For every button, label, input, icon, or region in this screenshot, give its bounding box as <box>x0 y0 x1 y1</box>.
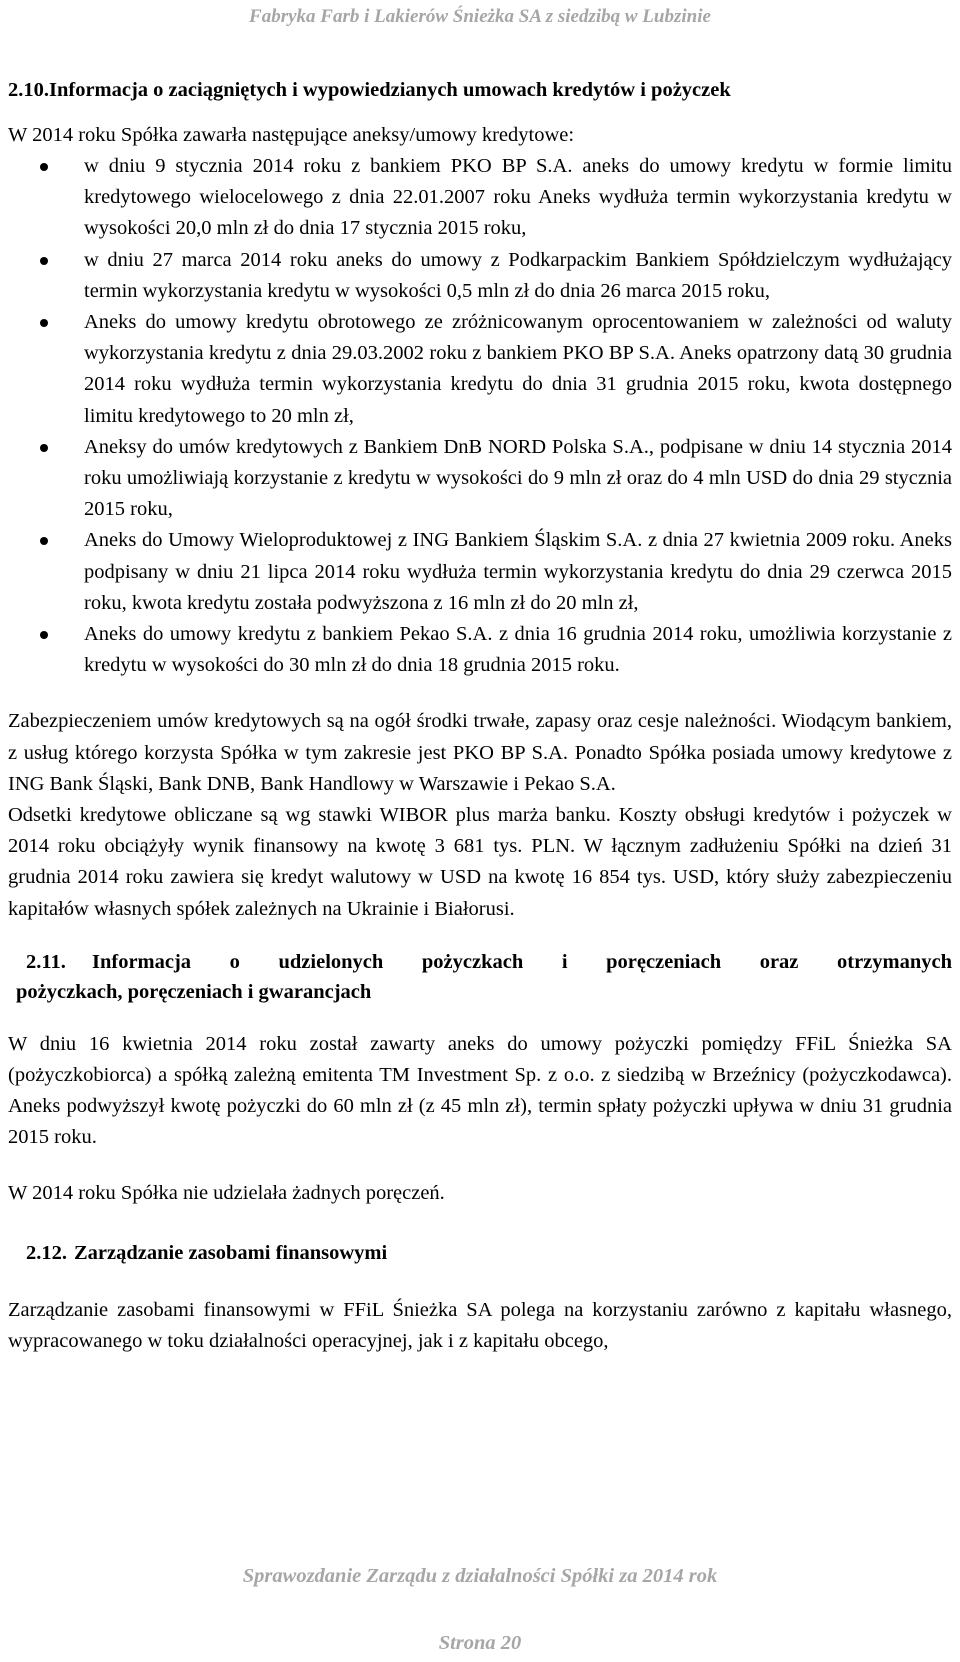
bullet-icon <box>40 319 48 327</box>
bullet-icon <box>40 537 48 545</box>
guarantees-paragraph: W 2014 roku Spółka nie udzielała żadnych poręczeń. <box>8 1181 445 1204</box>
list-item: Aneks do Umowy Wieloproduktowej z ING Bankiem Śląskim S.A. z dnia 27 kwietnia 2009 roku. Aneks podpisany w dniu 21 lipca 2014 roku wydłuża termin wykorzystania kredytu do dnia 29 czerwca 2015 roku, kwota kredytu została podwyższona z 16 mln zł do 20 mln zł, <box>8 525 952 619</box>
list-item: Aneksy do umów kredytowych z Bankiem DnB NORD Polska S.A., podpisane w dniu 14 stycznia 2014 roku umożliwiają korzystanie z kredytu w wysokości do 9 mln zł oraz do 4 mln USD do dnia 29 stycznia 2015 roku, <box>8 432 952 526</box>
list-item: Aneks do umowy kredytu obrotowego ze zróżnicowanym oprocentowaniem w zależności od waluty wykorzystania kredytu z dnia 29.03.2002 roku z bankiem PKO BP S.A. Aneks opatrzony datą 30 grudnia 2014 roku wydłuża termin wykorzystania kredytu do dnia 31 grudnia 2015 roku, kwota dostępnego limitu kredytowego to 20 mln zł, <box>8 307 952 432</box>
interest-paragraph: Odsetki kredytowe obliczane są wg stawki WIBOR plus marża banku. Koszty obsługi kredytów i pożyczek w 2014 roku obciążyły wynik finansowy na kwotę 3 681 tys. PLN. W łącznym zadłużeniu Spółki na dzień 31 grudnia 2014 roku zawiera się kredyt walutowy w USD na kwotę 16 854 tys. USD, który służy zabezpieczeniu kapitałów własnych spółek zależnych na Ukrainie i Białorusi. <box>8 804 952 920</box>
section-2-12-heading <box>8 1241 952 1265</box>
list-item: w dniu 9 stycznia 2014 roku z bankiem PKO BP S.A. aneks do umowy kredytu w formie limitu kredytowego wielocelowego z dnia 22.01.2007 roku Aneks wydłuża termin wykorzystania kredytu w wysokości 20,0 mln zł do dnia 17 stycznia 2015 roku, <box>8 151 952 245</box>
page-content <box>8 78 952 1357</box>
section-2-11-heading <box>8 947 952 977</box>
footer-title: Sprawozdanie Zarządu z działalności Spółki za 2014 rok <box>242 1565 718 1587</box>
bullet-icon <box>40 163 48 171</box>
section-title: Zarządzanie zasobami finansowymi <box>74 1241 388 1264</box>
section-2-10-intro: W 2014 roku Spółka zawarła następujące aneksy/umowy kredytowe: <box>8 124 575 146</box>
section-title: Informacja o udzielonych pożyczkach i poręczeniach oraz otrzymanych <box>92 950 952 973</box>
finance-paragraph: Zarządzanie zasobami finansowymi w FFiL Śnieżka SA polega na korzystaniu zarówno z kapitału własnego, wypracowanego w toku działalności operacyjnej, jak i z kapitału obcego, <box>8 1298 952 1353</box>
section-number: 2.10. <box>8 79 49 101</box>
page-header: Fabryka Farb i Lakierów Śnieżka SA z siedzibą w Lubzinie <box>249 6 711 27</box>
loan-paragraph: W dniu 16 kwietnia 2014 roku został zawarty aneks do umowy pożyczki pomiędzy FFiL Śnieżka SA (pożyczkobiorca) a spółką zależną emitenta TM Investment Sp. z o.o. z siedzibą w Brzeźnicy (pożyczkodawca). Aneks podwyższył kwotę pożyczki do 60 mln zł (z 45 mln zł), termin spłaty pożyczki upływa w dniu 31 grudnia 2015 roku. <box>8 1032 952 1149</box>
bullet-icon <box>40 257 48 265</box>
section-2-10-heading <box>8 78 952 102</box>
bullet-icon <box>40 444 48 452</box>
collateral-paragraph: Zabezpieczeniem umów kredytowych są na ogół środki trwałe, zapasy oraz cesje należności. Wiodącym bankiem, z usług którego korzysta Spółka w tym zakresie jest PKO BP S.A. Ponadto Spółka posiada umowy kredytowe z ING Bank Śląski, Bank DNB, Bank Handlowy w Warszawie i Pekao S.A. <box>8 710 952 795</box>
bullet-icon <box>40 631 48 639</box>
page-number: Strona 20 <box>438 1632 522 1654</box>
section-2-11-heading-cont: pożyczkach, poręczeniach i gwarancjach <box>16 980 372 1003</box>
list-item: w dniu 27 marca 2014 roku aneks do umowy z Podkarpackim Bankiem Spółdzielczym wydłużający termin wykorzystania kredytu w wysokości 0,5 mln zł do dnia 26 marca 2015 roku, <box>8 245 952 307</box>
list-item: Aneks do umowy kredytu z bankiem Pekao S.A. z dnia 16 grudnia 2014 roku, umożliwia korzystanie z kredytu w wysokości do 30 mln zł do dnia 18 grudnia 2015 roku. <box>8 619 952 681</box>
credit-agreements-list <box>8 151 952 681</box>
section-title: Informacja o zaciągniętych i wypowiedzianych umowach kredytów i pożyczek <box>49 79 731 101</box>
section-number: 2.11. <box>26 950 66 973</box>
section-number: 2.12. <box>26 1241 67 1264</box>
